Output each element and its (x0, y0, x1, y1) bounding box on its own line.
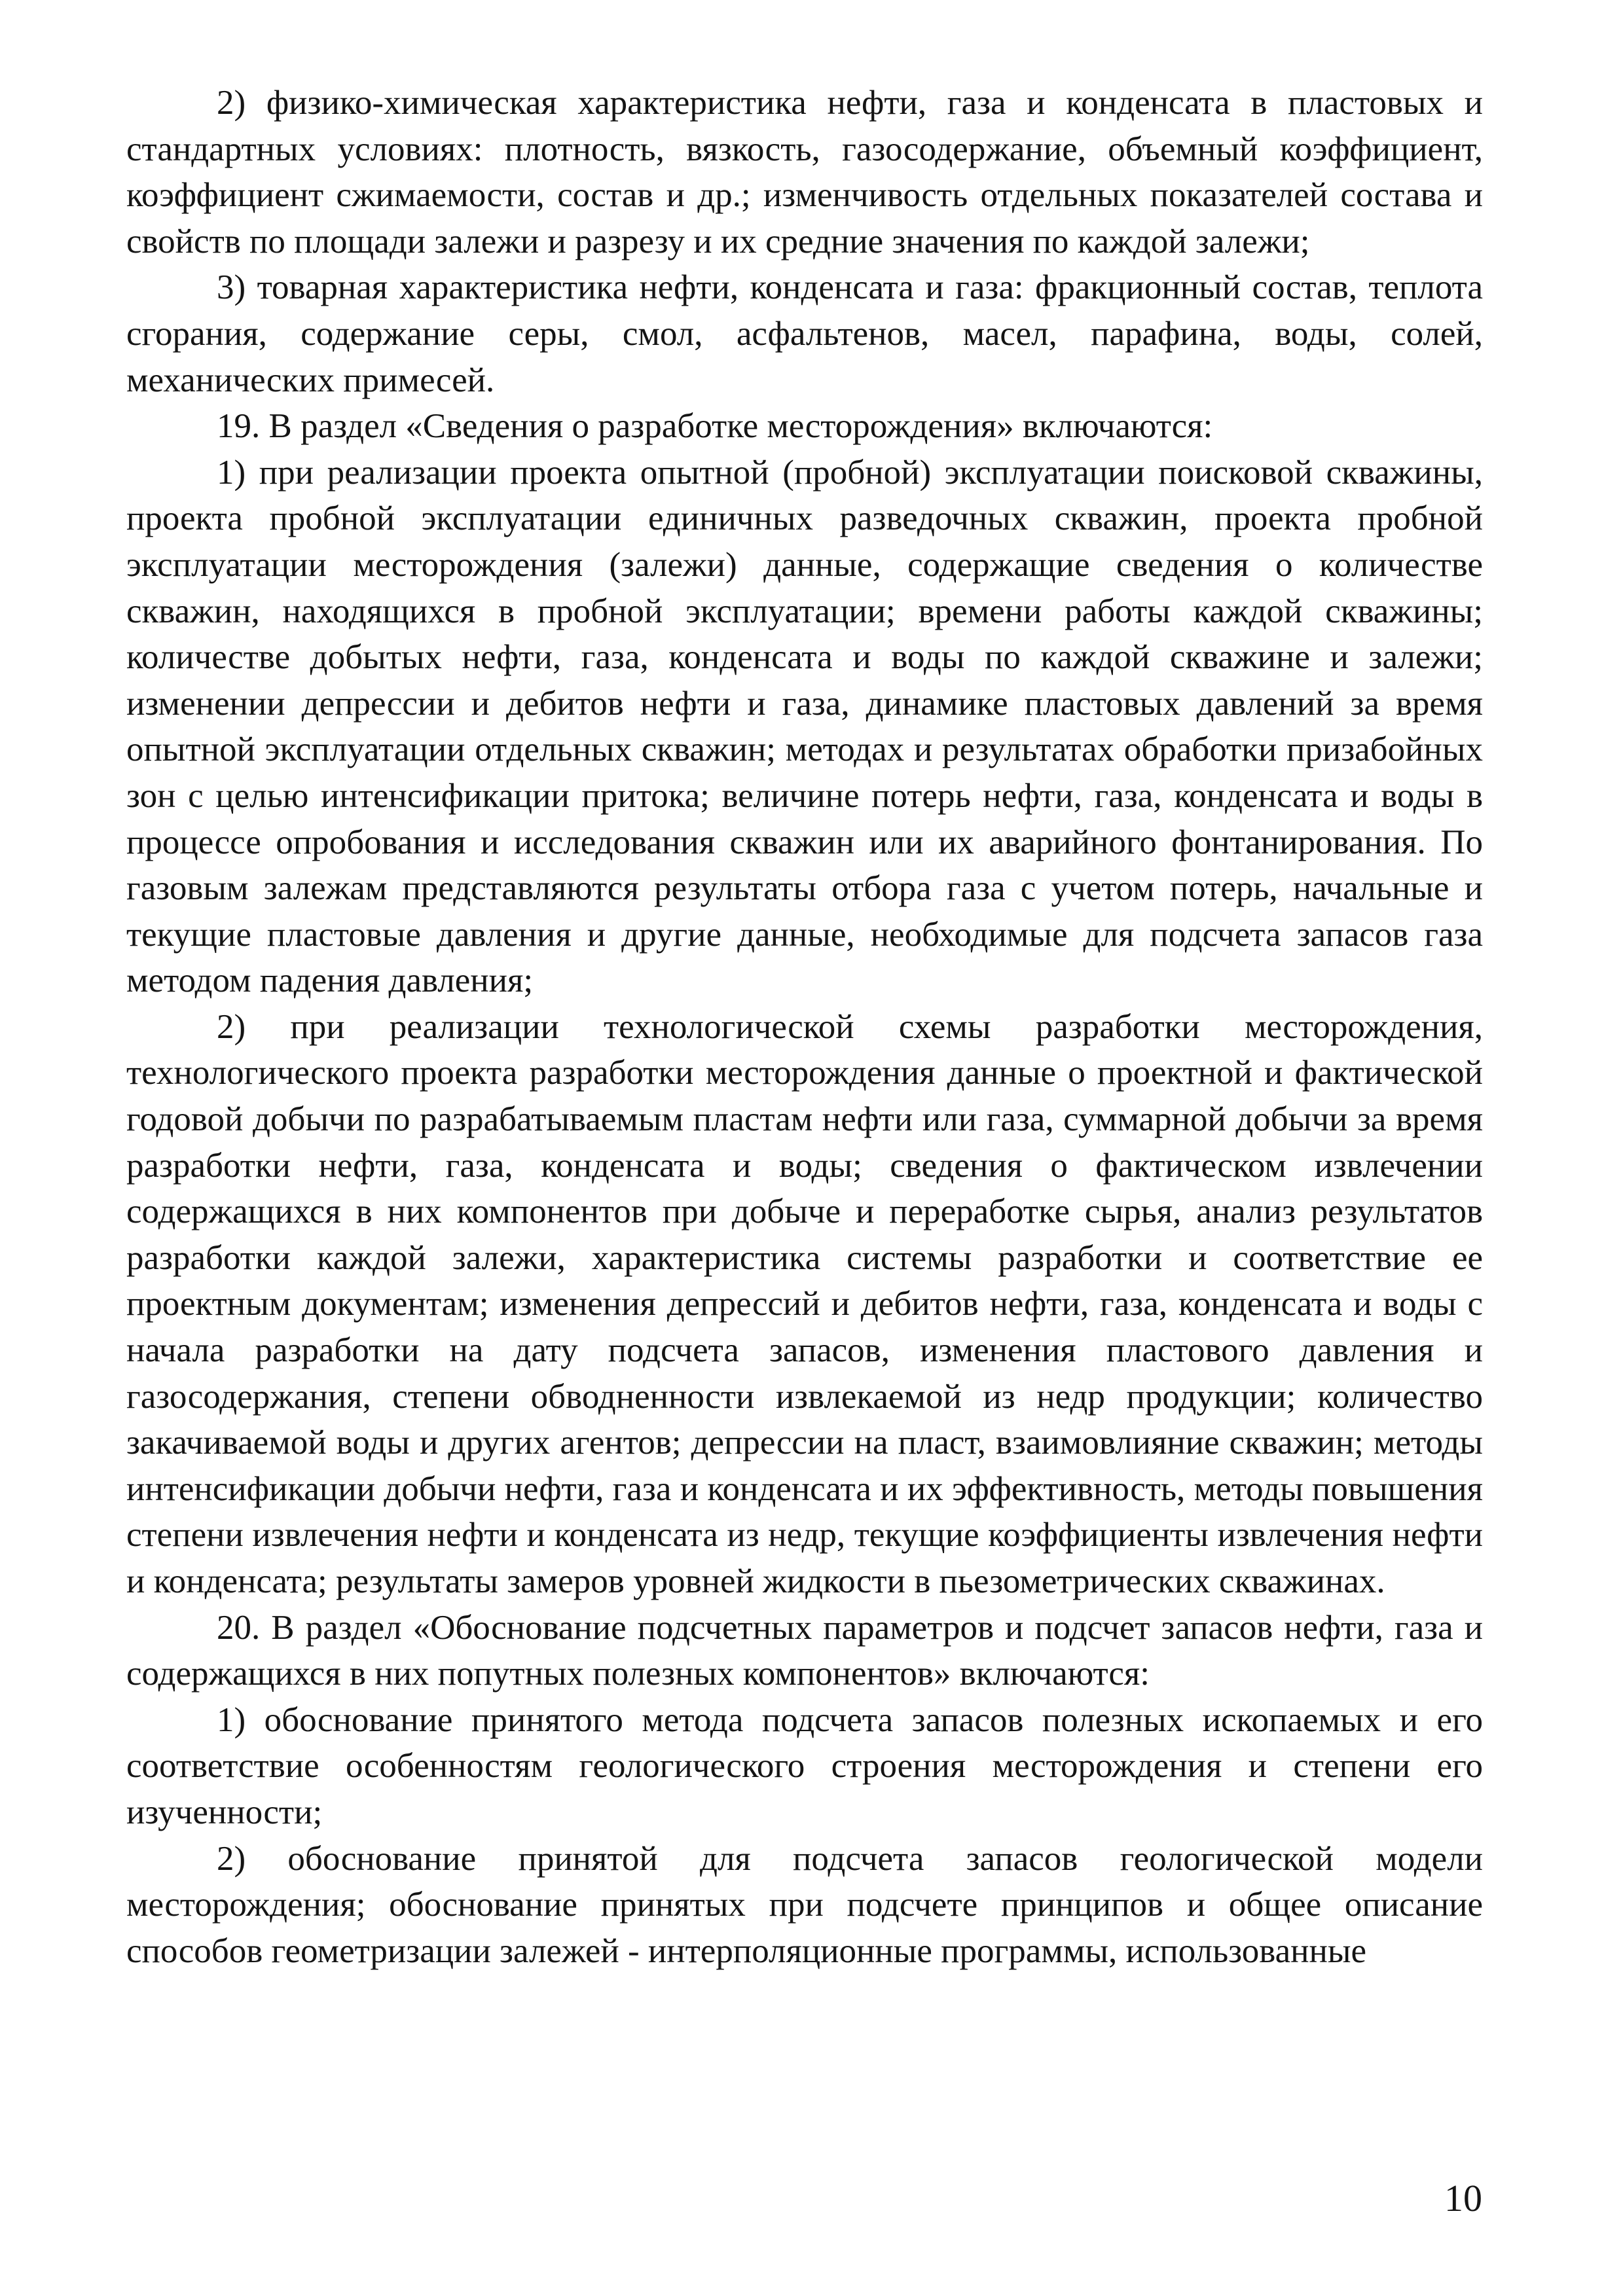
paragraph-section-19-heading: 19. В раздел «Сведения о разработке месторождения» включаются: (217, 407, 1213, 446)
page-number: 10 (1444, 2177, 1482, 2219)
paragraph-commercial: 3) товарная характеристика нефти, конденсата и газа: фракционный состав, теплота сгорания, содержание серы, смол, асфальтенов, масел, парафина, воды, солей, механических примесей. (126, 268, 1483, 399)
body-text (126, 80, 1483, 1974)
paragraph-19-item-2: 2) при реализации технологической схемы разработки месторождения, технологического проекта разработки месторождения данные о проектной и фактической годовой добычи по разрабатываемым пластам нефти или газа, суммарной добычи за время разработки нефти, газа, конденсата и воды; сведения о фактическом извлечении содержащихся в них компонентов при добыче и переработке сырья, анализ результатов разработки каждой залежи, характеристика системы разработки и соответствие ее проектным документам; изменения депрессий и дебитов нефти, газа, конденсата и воды с начала разработки на дату подсчета запасов, изменения пластового давления и газосодержания, степени обводненности извлекаемой из недр продукции; количество закачиваемой воды и других агентов; депрессии на пласт, взаимовлияние скважин; методы интенсификации добычи нефти, газа и конденсата и их эффективность, методы повышения степени извлечения нефти и конденсата из недр, текущие коэффициенты извлечения нефти и конденсата; результаты замеров уровней жидкости в пьезометрических скважинах. (126, 1007, 1483, 1600)
paragraph-section-20-heading: 20. В раздел «Обоснование подсчетных параметров и подсчет запасов нефти, газа и содержащихся в них попутных полезных компонентов» включаются: (126, 1608, 1483, 1693)
paragraph-20-item-2: 2) обоснование принятой для подсчета запасов геологической модели месторождения; обоснование принятых при подсчете принципов и общее описание способов геометризации залежей - интерполяционные программы, использованные (126, 1839, 1483, 1970)
paragraph-physico-chemical: 2) физико-химическая характеристика нефти, газа и конденсата в пластовых и стандартных условиях: плотность, вязкость, газосодержание, объемный коэффициент, коэффициент сжимаемости, состав и др.; изменчивость отдельных показателей состава и свойств по площади залежи и разрезу и их средние значения по каждой залежи; (126, 84, 1483, 260)
paragraph-19-item-1: 1) при реализации проекта опытной (пробной) эксплуатации поисковой скважины, проекта пробной эксплуатации единичных разведочных скважин, проекта пробной эксплуатации месторождения (залежи) данные, содержащие сведения о количестве скважин, находящихся в пробной эксплуатации; времени работы каждой скважины; количестве добытых нефти, газа, конденсата и воды по каждой скважине и залежи; изменении депрессии и дебитов нефти и газа, динамике пластовых давлений за время опытной эксплуатации отдельных скважин; методах и результатах обработки призабойных зон с целью интенсификации притока; величине потерь нефти, газа, конденсата и воды в процессе опробования и исследования скважин или их аварийного фонтанирования. По газовым залежам представляются результаты отбора газа с учетом потерь, начальные и текущие пластовые давления и другие данные, необходимые для подсчета запасов газа методом падения давления; (126, 453, 1483, 1000)
paragraph-20-item-1: 1) обоснование принятого метода подсчета запасов полезных ископаемых и его соответствие особенностям геологического строения месторождения и степени его изученности; (126, 1700, 1483, 1831)
